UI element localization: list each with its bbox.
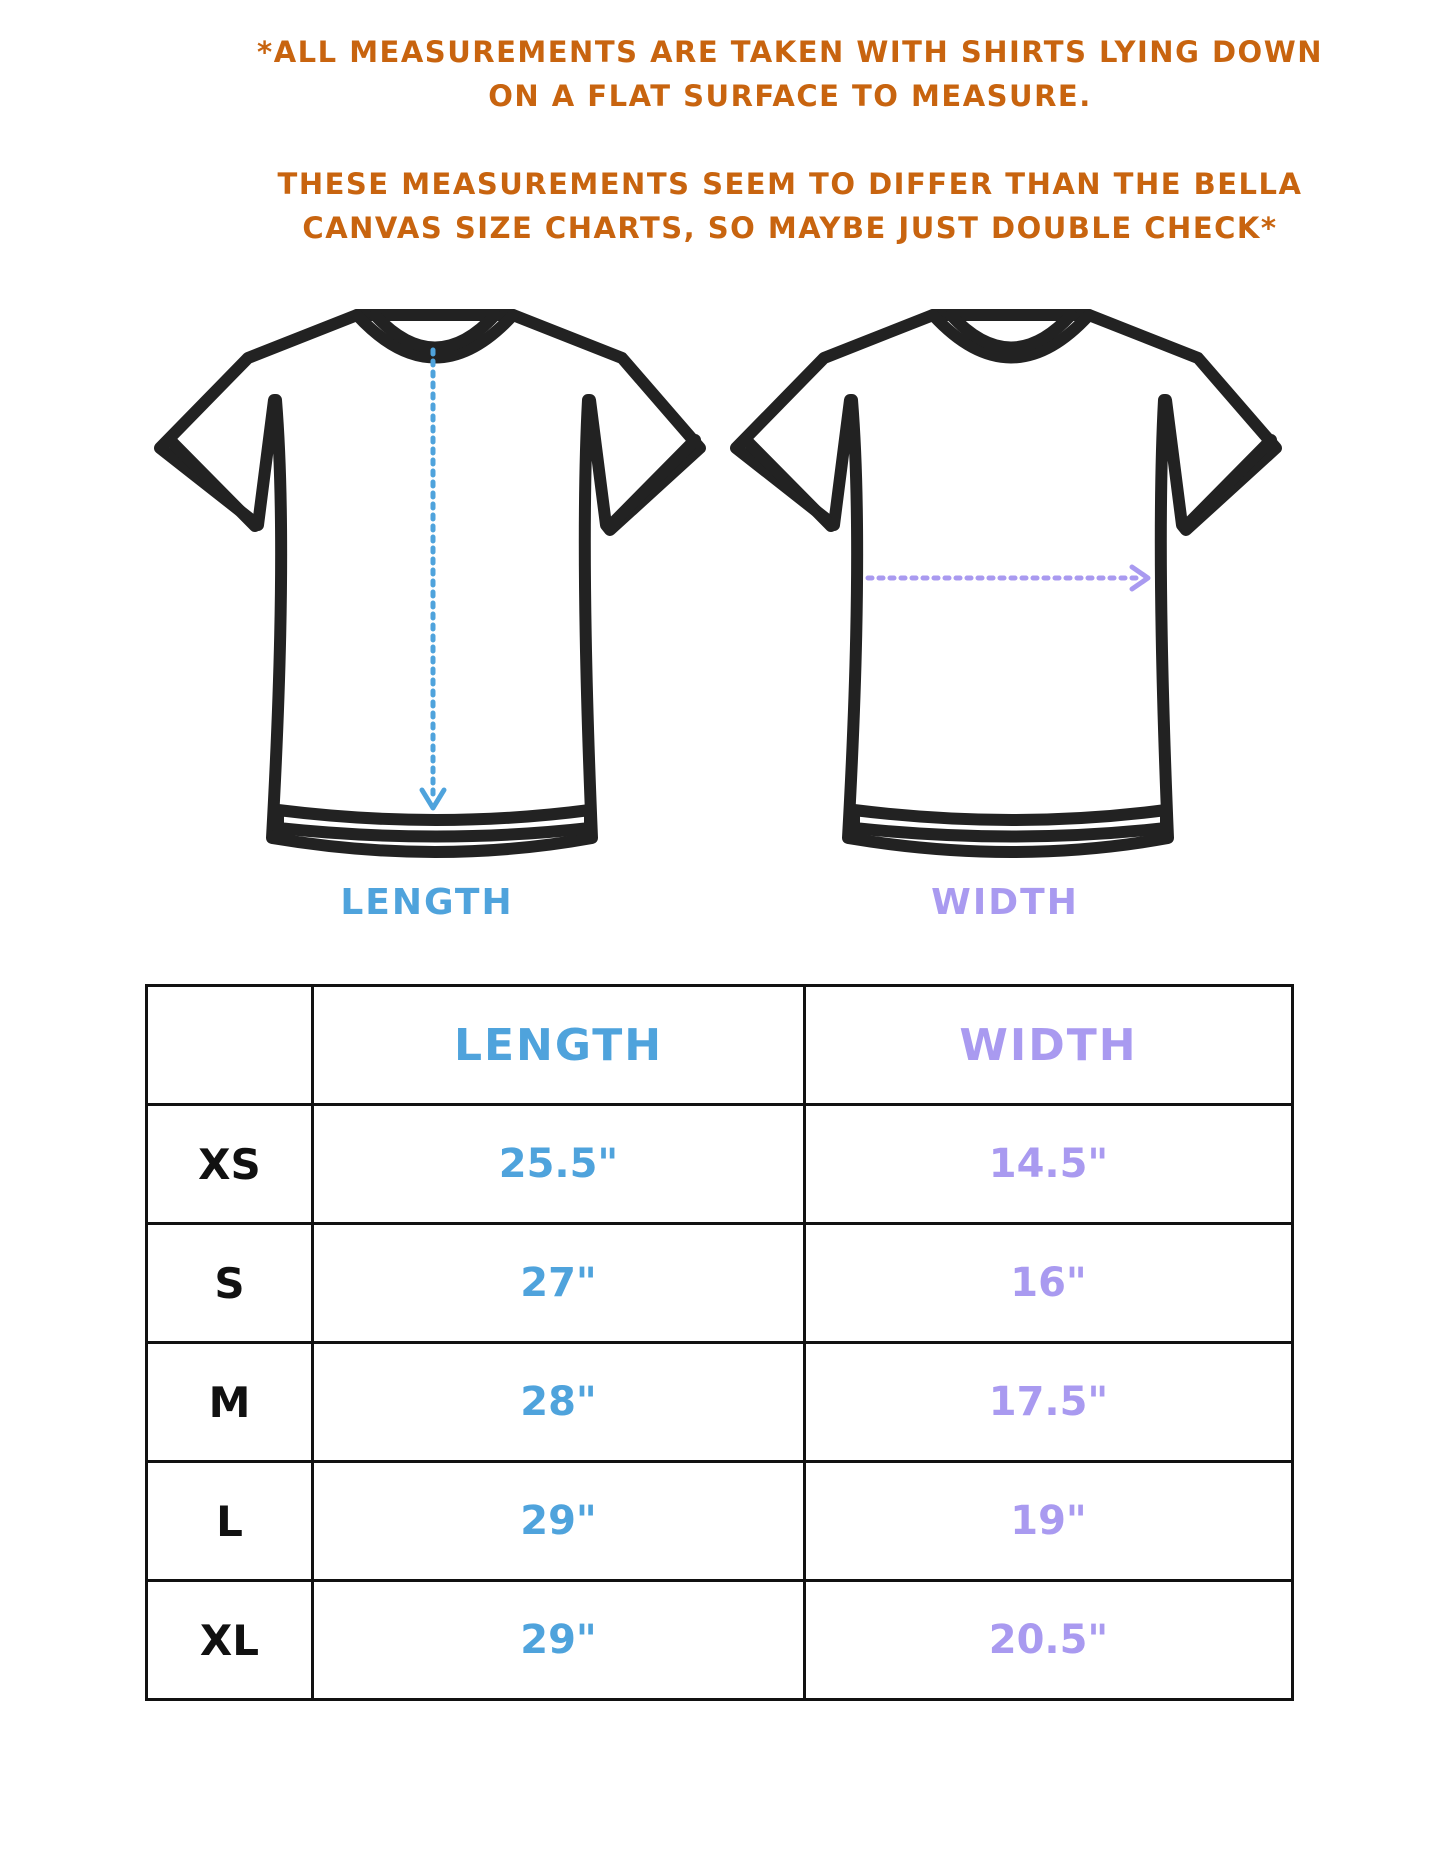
length-value: 27" <box>313 1224 805 1343</box>
note-line: *ALL MEASUREMENTS ARE TAKEN WITH SHIRTS LYING DOWN <box>257 35 1323 69</box>
table-row <box>147 1343 1293 1462</box>
width-value: 16" <box>805 1224 1293 1343</box>
length-value: 29" <box>313 1581 805 1700</box>
size-chart-table <box>145 984 1294 1701</box>
size-label: S <box>147 1224 313 1343</box>
tshirt-width-arrow-icon <box>716 300 1296 860</box>
table-row <box>147 1581 1293 1700</box>
width-value: 19" <box>805 1462 1293 1581</box>
note-line: ON A FLAT SURFACE TO MEASURE. <box>488 79 1092 113</box>
table-row <box>147 1462 1293 1581</box>
size-label: M <box>147 1343 313 1462</box>
table-row <box>147 1105 1293 1224</box>
length-caption: LENGTH <box>340 882 514 923</box>
header-size-cell <box>147 986 313 1105</box>
note-spacer <box>170 118 1410 162</box>
width-value: 20.5" <box>805 1581 1293 1700</box>
length-value: 28" <box>313 1343 805 1462</box>
header-width: WIDTH <box>805 986 1293 1105</box>
measurement-notes <box>170 30 1410 250</box>
size-label: XL <box>147 1581 313 1700</box>
table-row <box>147 1224 1293 1343</box>
table-header-row <box>147 986 1293 1105</box>
length-value: 29" <box>313 1462 805 1581</box>
note-line: CANVAS SIZE CHARTS, SO MAYBE JUST DOUBLE CHECK* <box>302 211 1278 245</box>
size-label: L <box>147 1462 313 1581</box>
tshirt-length-arrow-icon <box>140 300 720 860</box>
width-value: 17.5" <box>805 1343 1293 1462</box>
width-caption: WIDTH <box>931 882 1079 923</box>
length-value: 25.5" <box>313 1105 805 1224</box>
note-line: THESE MEASUREMENTS SEEM TO DIFFER THAN THE BELLA <box>277 167 1303 201</box>
width-value: 14.5" <box>805 1105 1293 1224</box>
header-length: LENGTH <box>313 986 805 1105</box>
size-label: XS <box>147 1105 313 1224</box>
